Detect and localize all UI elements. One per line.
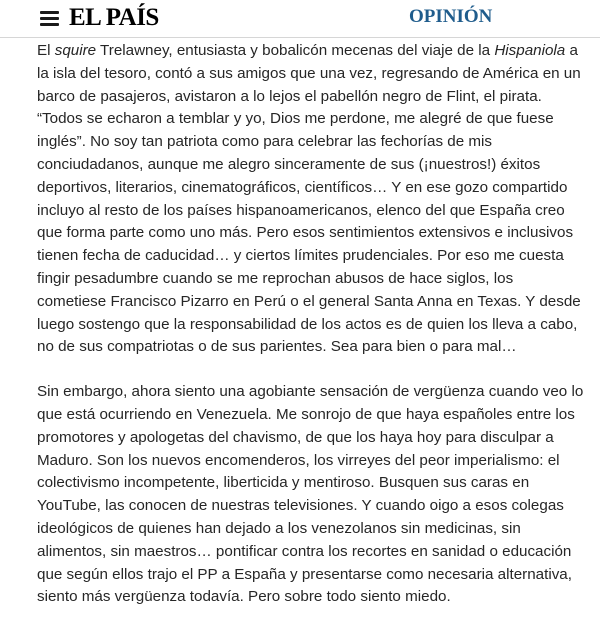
menu-line bbox=[40, 17, 59, 20]
paragraph-text: El bbox=[37, 42, 55, 59]
italic-ship-name: Hispaniola bbox=[494, 42, 566, 59]
italic-squire: squire bbox=[54, 42, 97, 59]
article-body bbox=[37, 40, 585, 609]
menu-line bbox=[40, 11, 59, 14]
article-paragraph-2: Sin embargo, ahora siento una agobiante sensación de vergüenza cuando veo lo que está ocurriendo en Venezuela. Me sonrojo de que haya españoles entre los promotores y apologetas del chavismo, de que los haya hoy para disculpar a Maduro. Son los nuevos encomenderos, los virreyes del peor imperialismo: el colectivismo incompetente, liberticida y mentiroso. Busquen sus caras en YouTube, las conocen de nuestras televisiones. Y cuando oigo a esos colegas ideológicos de quienes han dejado a los venezolanos sin medicinas, sin alimentos, sin maestros… pontificar contra los recortes en sanidad o educación que según ellos trajo el PP a España y presentarse como necesaria alternativa, siento más vergüenza todavía. Pero sobre todo siento miedo. bbox=[37, 383, 584, 606]
paragraph-text: Trelawney, entusiasta y bobalicón mecenas del viaje de la bbox=[96, 42, 495, 59]
article-paragraph-1 bbox=[37, 40, 585, 359]
hamburger-menu-icon[interactable] bbox=[40, 11, 59, 26]
section-title-opinion[interactable]: OPINIÓN bbox=[409, 6, 493, 27]
top-navigation-bar bbox=[0, 0, 600, 38]
menu-line bbox=[40, 23, 59, 26]
paragraph-text: a la isla del tesoro, contó a sus amigos que una vez, regresando de América en un barco de pasajeros, avistaron a lo lejos el pabellón negro de Flint, el pirata. “Todos se echaron a temblar y yo, Dios me perdone, me alegré de que fuese inglés”. No soy tan patriota como para celebrar las fechorías de mis conciudadanos, aunque me alegro sinceramente de sus (¡nuestros!) éxitos deportivos, literarios, cinematográficos, científicos… Y en ese gozo compartido incluyo al resto de los países hispanoamericanos, elenco del que España creo que forma parte como uno más. Pero esos sentimientos extensivos e inclusivos tienen fecha de caducidad… y ciertos límites prudenciales. Por eso me cuesta fingir pesadumbre cuando se me reprochan abusos de hace siglos, los cometiese Francisco Pizarro en Perú o el general Santa Anna en Texas. Y desde luego sostengo que la responsabilidad de los actos es de quien los lleva a cabo, no de sus compatriotas o de sus parientes. Sea para bien o para mal… bbox=[37, 42, 581, 356]
el-pais-logo[interactable]: EL PAÍS bbox=[69, 4, 159, 31]
